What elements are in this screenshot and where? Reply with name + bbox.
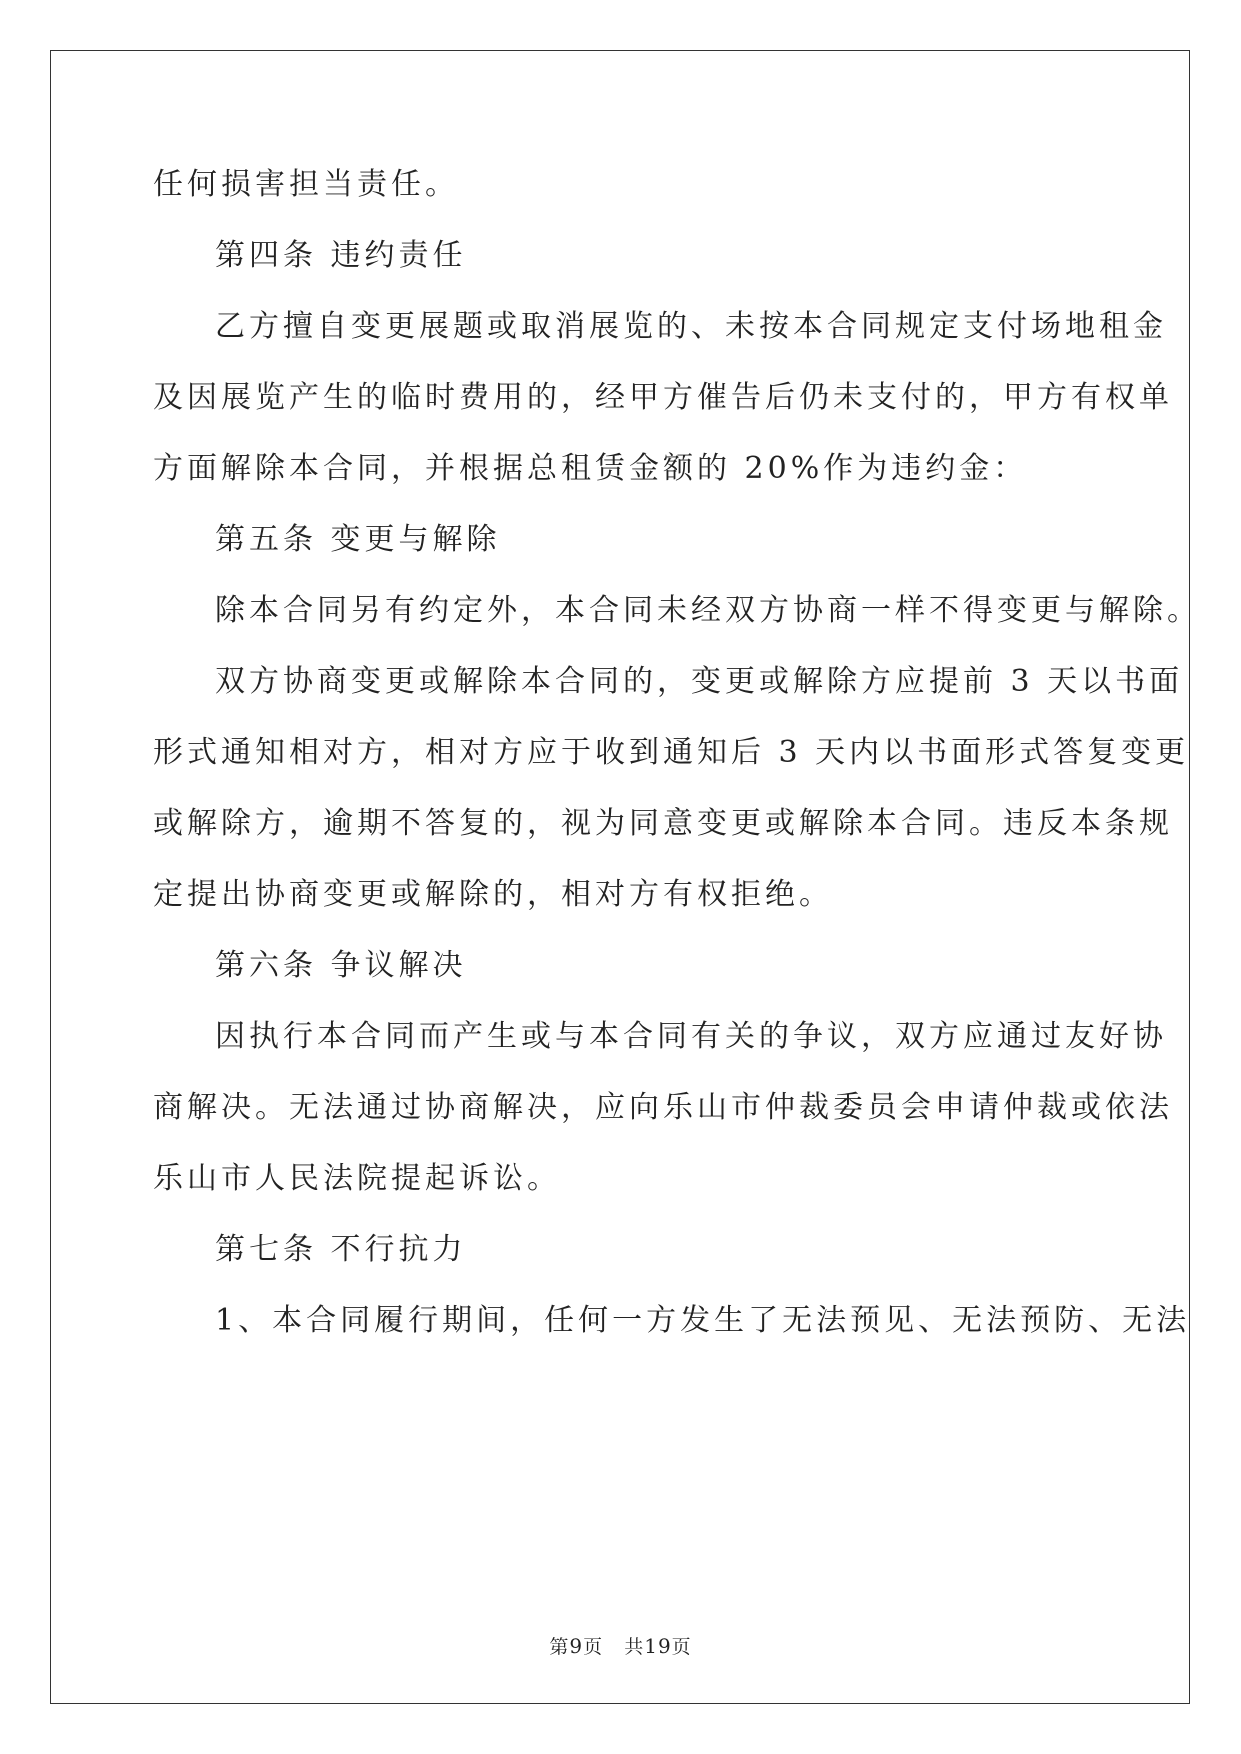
text-line: 双方协商变更或解除本合同的，变更或解除方应提前 3 天以书面: [215, 664, 1184, 699]
text-line: 方面解除本合同，并根据总租赁金额的 20%作为违约金：: [153, 451, 1028, 486]
footer-total-prefix: 共: [624, 1636, 645, 1658]
text-line: 乐山市人民法院提起诉讼。: [153, 1161, 561, 1196]
footer-separator: [603, 1636, 624, 1658]
text-line: 第六条 争议解决: [215, 948, 467, 983]
text-line: 乙方擅自变更展题或取消展览的、未按本合同规定支付场地租金: [215, 309, 1167, 344]
text-line: 商解决。无法通过协商解决，应向乐山市仲裁委员会申请仲裁或依法: [153, 1090, 1173, 1125]
text-line: 第四条 违约责任: [215, 238, 467, 273]
text-line: 定提出协商变更或解除的，相对方有权拒绝。: [153, 877, 833, 912]
text-line: 第五条 变更与解除: [215, 522, 501, 557]
page-footer: [0, 1632, 1241, 1659]
text-line: 1、本合同履行期间，任何一方发生了无法预见、无法预防、无法: [215, 1303, 1191, 1338]
document-body: [153, 165, 1201, 1372]
text-line: 形式通知相对方，相对方应于收到通知后 3 天内以书面形式答复变更: [153, 735, 1190, 770]
text-line: 除本合同另有约定外，本合同未经双方协商一样不得变更与解除。: [215, 593, 1201, 628]
text-line: 及因展览产生的临时费用的，经甲方催告后仍未支付的，甲方有权单: [153, 380, 1173, 415]
footer-page-suffix: 页: [583, 1636, 604, 1658]
footer-prefix: 第: [549, 1636, 570, 1658]
text-line: 因执行本合同而产生或与本合同有关的争议，双方应通过友好协: [215, 1019, 1167, 1054]
text-line: 第七条 不行抗力: [215, 1232, 467, 1267]
footer-total-suffix: 页: [671, 1636, 692, 1658]
total-pages-number: 19: [644, 1634, 672, 1658]
text-line: 或解除方，逾期不答复的，视为同意变更或解除本合同。违反本条规: [153, 806, 1173, 841]
text-line: 任何损害担当责任。: [153, 167, 459, 202]
current-page-number: 9: [569, 1634, 584, 1658]
